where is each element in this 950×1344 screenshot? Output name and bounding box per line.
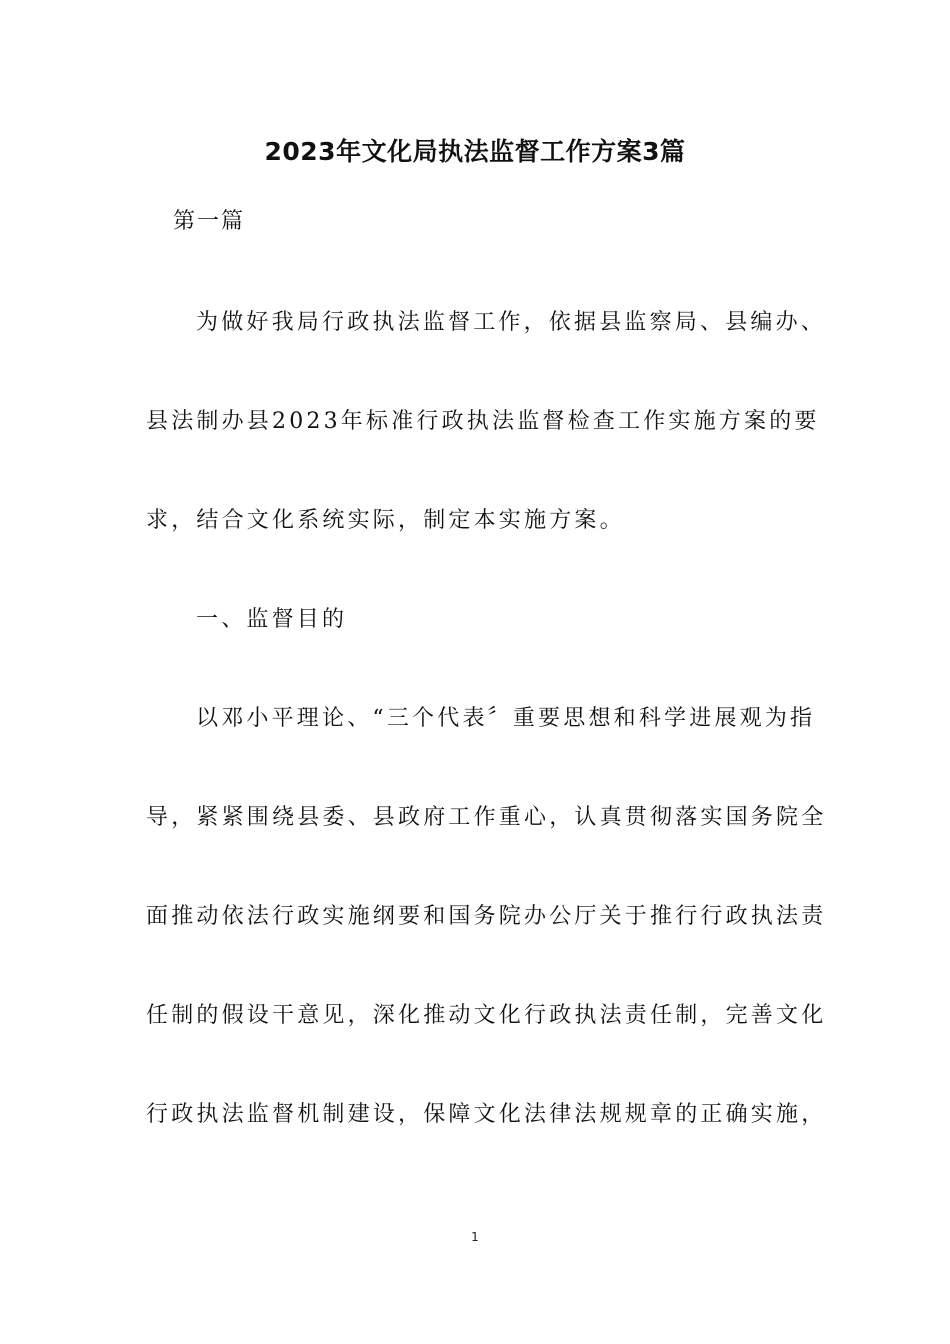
paragraph-line: 面推动依法行政实施纲要和国务院办公厅关于推行行政执法责 xyxy=(146,904,827,929)
paragraph-line: 导，紧紧围绕县委、县政府工作重心，认真贯彻落实国务院全 xyxy=(146,805,827,830)
section-label: 第一篇 xyxy=(173,209,246,234)
document-title: 2023年文化局执法监督工作方案3篇 xyxy=(264,137,686,166)
paragraph-line: 以邓小平理论、“三个代表〞重要思想和科学进展观为指 xyxy=(196,706,816,731)
section-heading: 一、监督目的 xyxy=(196,607,348,632)
page-number: 1 xyxy=(471,1230,479,1244)
paragraph-line: 任制的假设干意见，深化推动文化行政执法责任制，完善文化 xyxy=(146,1003,827,1028)
paragraph-line: 为做好我局行政执法监督工作，依据县监察局、县编办、 xyxy=(196,310,827,335)
paragraph-line: 行政执法监督机制建设，保障文化法律法规规章的正确实施， xyxy=(146,1102,827,1127)
paragraph-line: 县法制办县2023年标准行政执法监督检查工作实施方案的要 xyxy=(146,409,820,434)
paragraph-line: 求，结合文化系统实际，制定本实施方案。 xyxy=(146,508,625,533)
